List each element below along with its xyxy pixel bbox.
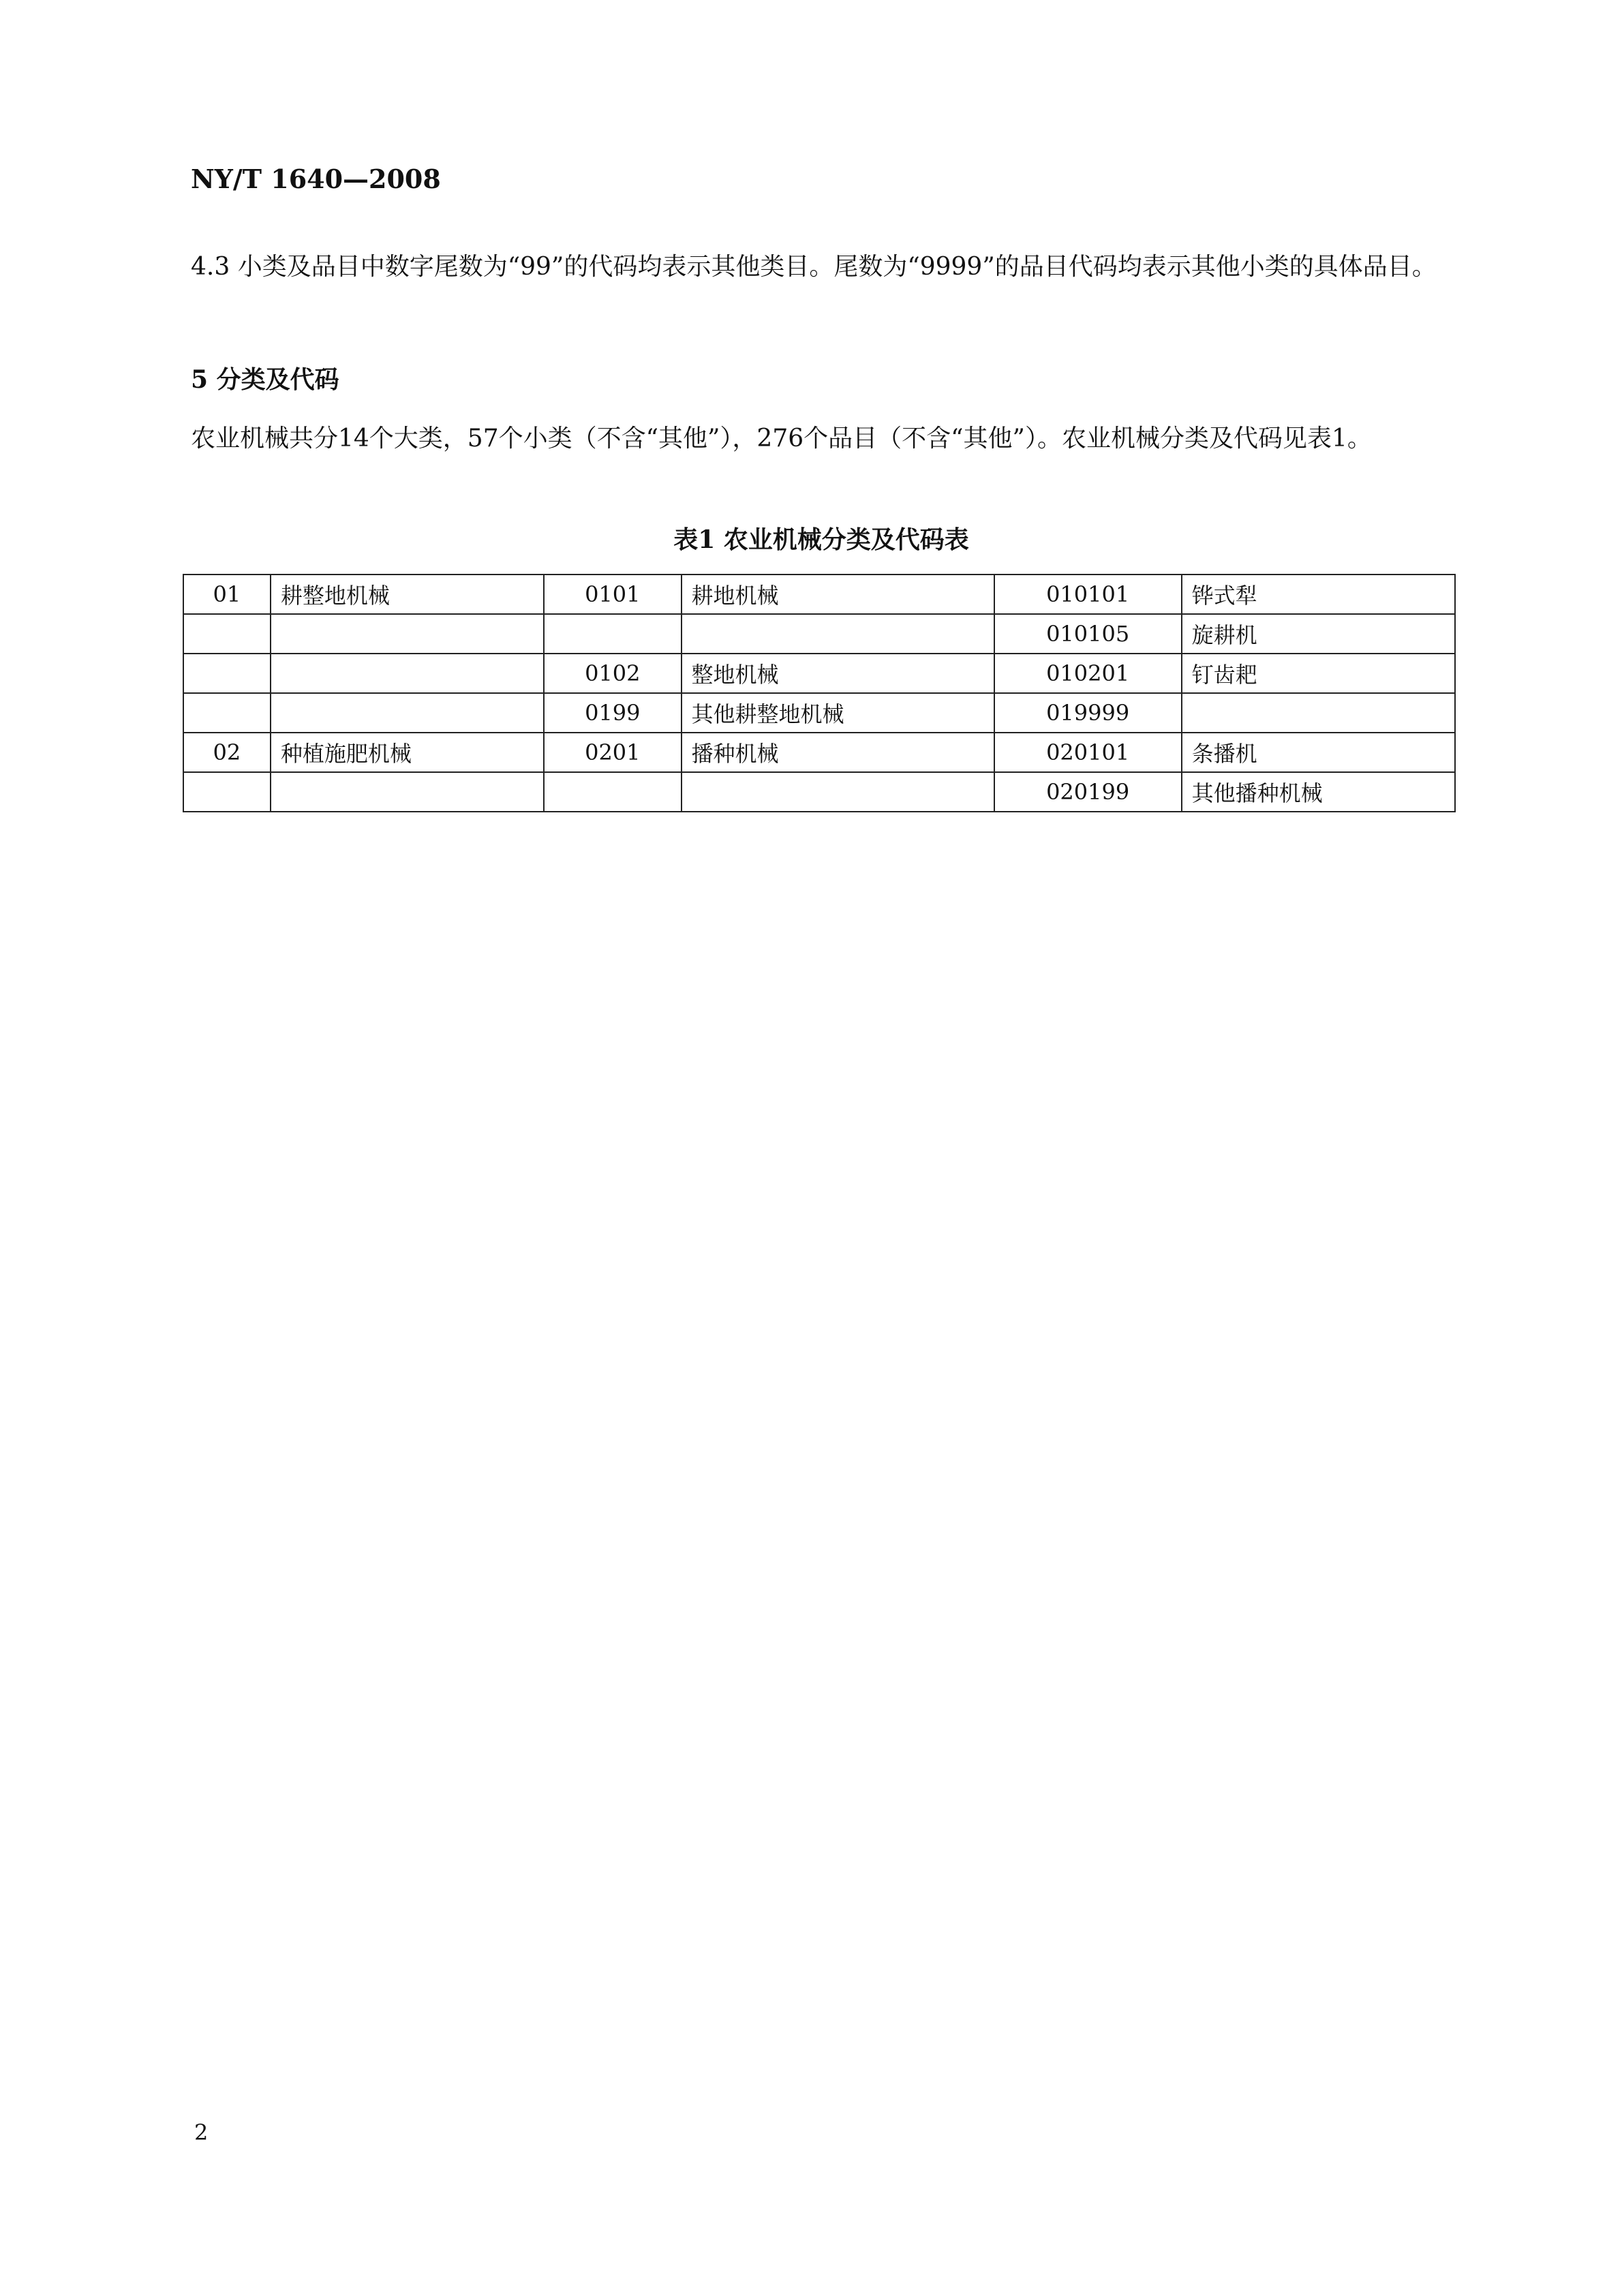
table-cell	[544, 772, 681, 812]
intro: 农业机械共分14个大类，57个小类（不含“其他”），276个品目（不含“其他”）。农业机械分类及代码见表1。	[191, 425, 1372, 453]
table-cell	[183, 693, 271, 733]
table-cell	[682, 614, 994, 654]
table-cell: 耕地机械	[682, 575, 994, 614]
table-cell: 钉齿耙	[1182, 654, 1455, 693]
table-row	[183, 575, 1455, 614]
table-cell: 010201	[994, 654, 1182, 693]
table-cell	[682, 772, 994, 812]
table-cell: 其他耕整地机械	[682, 693, 994, 733]
table-cell	[544, 614, 681, 654]
table-cell: 耕整地机械	[271, 575, 544, 614]
table-cell: 010105	[994, 614, 1182, 654]
table-cell	[183, 654, 271, 693]
table-cell	[271, 772, 544, 812]
table-cell: 种植施肥机械	[271, 733, 544, 772]
table-cell: 010101	[994, 575, 1182, 614]
table-row	[183, 693, 1455, 733]
table-row	[183, 772, 1455, 812]
table-cell: 铧式犁	[1182, 575, 1455, 614]
s43: 4.3 小类及品目中数字尾数为“99”的代码均表示其他类目。尾数为“9999”的品目代码均表示其他小类的具体品目。	[191, 253, 1437, 281]
doc-code: NY/T 1640—2008	[191, 164, 441, 194]
caption: 表1 农业机械分类及代码表	[673, 525, 969, 554]
table-cell: 01	[183, 575, 271, 614]
table-cell	[183, 772, 271, 812]
table-cell: 0101	[544, 575, 681, 614]
s5: 5 分类及代码	[191, 365, 339, 394]
table-cell: 020101	[994, 733, 1182, 772]
table-cell: 旋耕机	[1182, 614, 1455, 654]
page-number: 2	[194, 2119, 209, 2145]
table-row	[183, 654, 1455, 693]
table-cell: 播种机械	[682, 733, 994, 772]
table-cell	[1182, 693, 1455, 733]
table-cell	[183, 614, 271, 654]
table-cell: 条播机	[1182, 733, 1455, 772]
table-cell: 0199	[544, 693, 681, 733]
table-cell: 02	[183, 733, 271, 772]
table-cell: 019999	[994, 693, 1182, 733]
table-cell	[271, 693, 544, 733]
table-cell: 其他播种机械	[1182, 772, 1455, 812]
table-cell	[271, 654, 544, 693]
table-cell	[271, 614, 544, 654]
table-cell: 020199	[994, 772, 1182, 812]
table-cell: 整地机械	[682, 654, 994, 693]
table-cell: 0102	[544, 654, 681, 693]
table-row	[183, 733, 1455, 772]
table-cell: 0201	[544, 733, 681, 772]
table-row	[183, 614, 1455, 654]
class-table	[183, 574, 1456, 812]
